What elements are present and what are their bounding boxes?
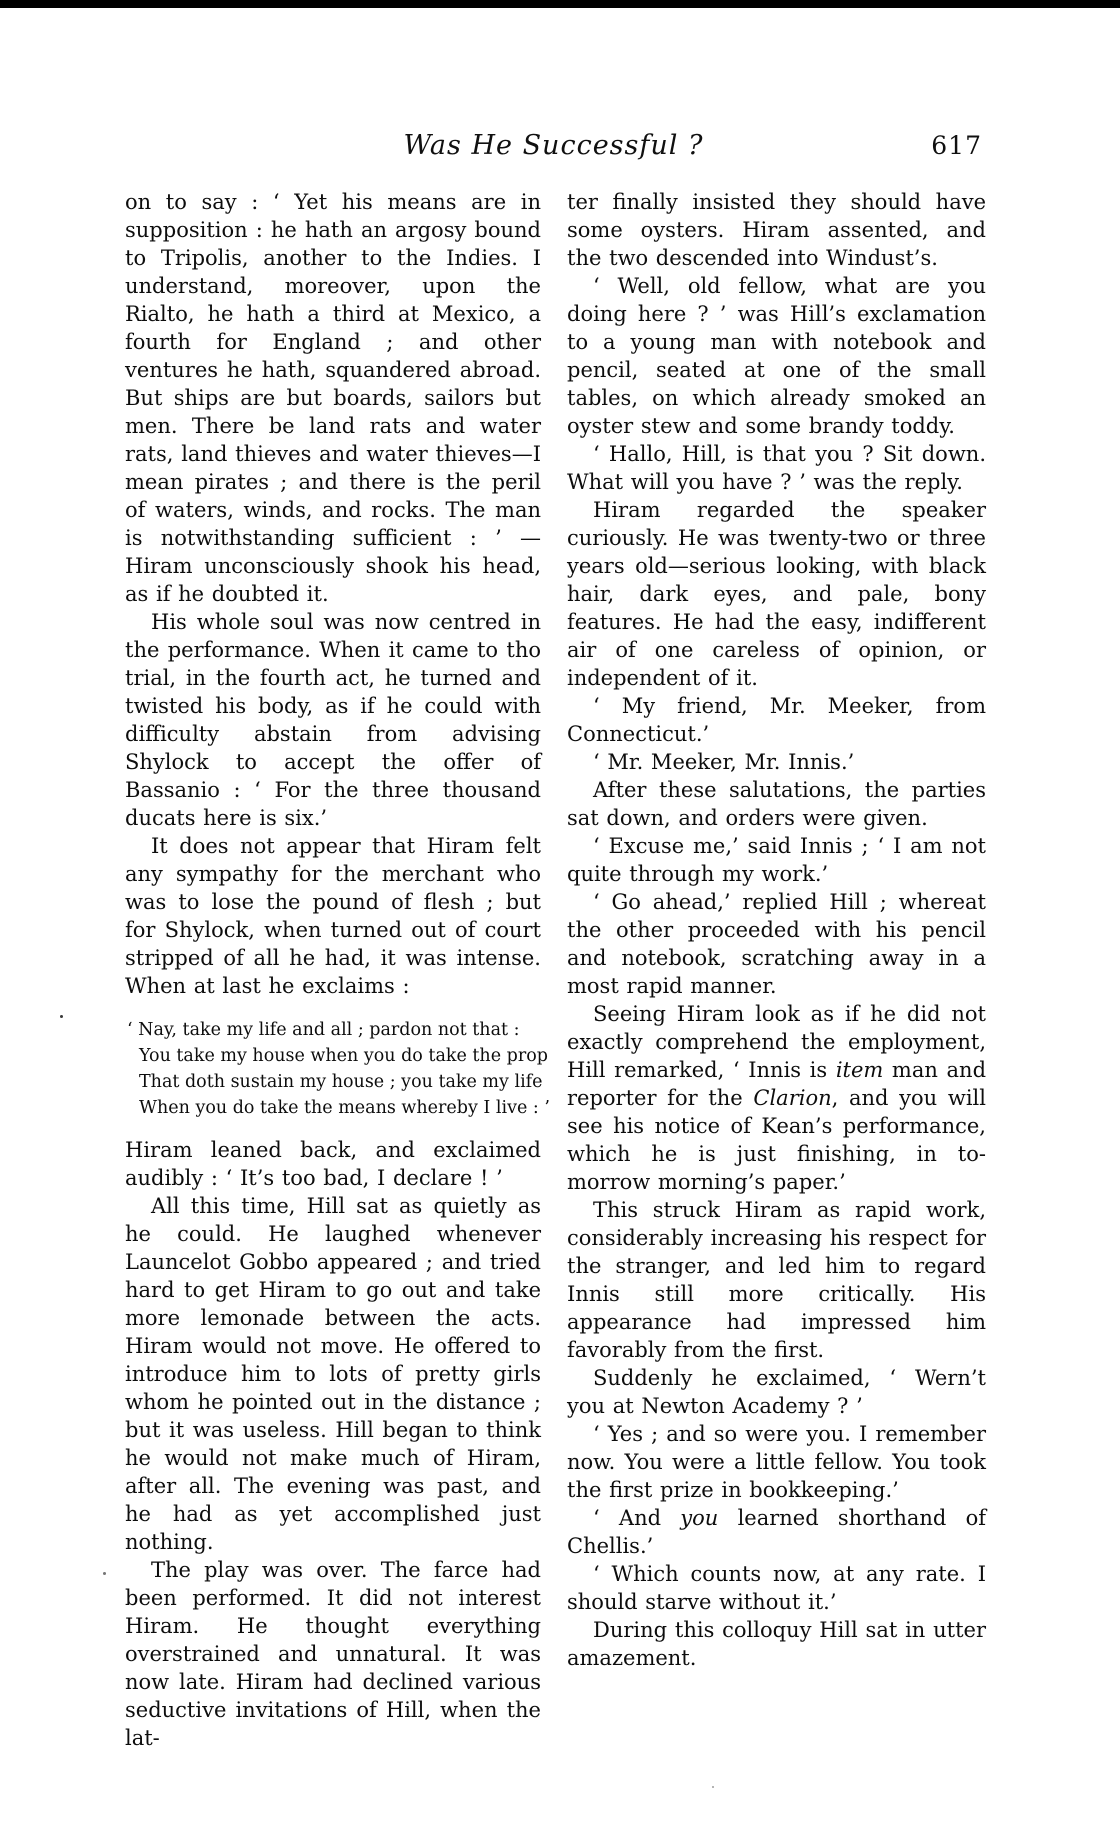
paragraph: ‘ Go ahead,’ replied Hill ; whereat the other proceeded with his pencil and notebook, scratching away in a most rapid manner. [567,890,986,998]
scan-speck [103,1572,106,1575]
scan-speck [60,1015,63,1018]
paragraph: ‘ Well, old fellow, what are you doing here ? ’ was Hill’s exclamation to a young man with notebook and pencil, seated at one of the small tables, on which already smoked an oyster stew and some brandy toddy. [567,274,986,438]
paragraph: Suddenly he exclaimed, ‘ Wern’t you at Newton Academy ? ’ [567,1366,986,1418]
paragraph: ‘ Hallo, Hill, is that you ? Sit down. What will you have ? ’ was the reply. [567,442,986,494]
scan-speck [712,1786,714,1788]
text-body [125,188,986,1752]
page-number: 617 [931,131,982,160]
left-column [125,188,550,1752]
paragraph: All this time, Hill sat as quietly as he could. He laughed whenever Launcelot Gobbo appeared ; and tried hard to get Hiram to go out and take more lemonade between the acts. Hiram would not move. He offered to introduce him to lots of pretty girls whom he pointed out in the distance ; but it was useless. Hill began to think he would not make much of Hiram, after all. The evening was past, and he had as yet accomplished just nothing. [125,1194,541,1554]
paragraph: ‘ Mr. Meeker, Mr. Innis.’ [593,750,855,774]
paragraph: ter finally insisted they should have some oysters. Hiram assented, and the two descended into Windust’s. [567,190,986,270]
paragraph: ‘ My friend, Mr. Meeker, from Connecticut.’ [567,694,986,746]
paragraph: Seeing Hiram look as if he did not exactly comprehend the employment, Hill remarked, ‘ Innis is item man and reporter for the Clarion, and you will see his notice of Kean’s performance, which he is just finishing, in to-morrow morning’s paper.’ [567,1002,987,1194]
paragraph: His whole soul was now centred in the performance. When it came to tho trial, in the fourth act, he turned and twisted his body, as if he could with difficulty abstain from advising Shylock to accept the offer of Bassanio : ‘ For the three thousand ducats here is six.’ [125,610,541,830]
verse-line: That doth sustain my house ; you take my life [139,1072,543,1092]
running-title: Was He Successful ? [403,130,704,161]
paragraph: The play was over. The farce had been performed. It did not interest Hiram. He thought everything overstrained and unnatural. It was now late. Hiram had declined various seductive invitations of Hill, when the lat- [125,1558,541,1750]
verse-quote [127,1017,550,1121]
paragraph: Hiram regarded the speaker curiously. He was twenty-two or three years old—serious looking, with black hair, dark eyes, and pale, bony features. He had the easy, indifferent air of one careless of opinion, or independent of it. [567,498,986,690]
verse-line: ‘ Nay, take my life and all ; pardon not that : [127,1020,520,1040]
paragraph: During this colloquy Hill sat in utter amazement. [567,1618,986,1670]
paragraph: This struck Hiram as rapid work, considerably increasing his respect for the stranger, and led him to regard Innis still more critically. His appearance had impressed him favorably from the first. [567,1198,986,1362]
paragraph: ‘ Which counts now, at any rate. I should starve without it.’ [567,1562,986,1614]
paragraph: on to say : ‘ Yet his means are in supposition : he hath an argosy bound to Tripolis, another to the Indies. I understand, moreover, upon the Rialto, he hath a third at Mexico, a fourth for England ; and other ventures he hath, squandered abroad. But ships are but boards, sailors but men. There be land rats and water rats, land thieves and water thieves—I mean pirates ; and there is the peril of waters, winds, and rocks. The man is notwithstanding sufficient : ’ —Hiram unconsciously shook his head, as if he doubted it. [125,190,541,606]
paragraph: It does not appear that Hiram felt any sympathy for the merchant who was to lose the pound of flesh ; but for Shylock, when turned out of court stripped of all he had, it was intense. When at last he exclaims : [125,834,541,998]
paragraph: After these salutations, the parties sat down, and orders were given. [567,778,986,830]
paragraph: ‘ Excuse me,’ said Innis ; ‘ I am not quite through my work.’ [567,834,986,886]
verse-line: You take my house when you do take the prop [139,1046,548,1066]
page-header [125,130,982,174]
paragraph: Hiram leaned back, and exclaimed audibly : ‘ It’s too bad, I declare ! ’ [125,1138,541,1190]
verse-line: When you do take the means whereby I live : ’ [139,1098,550,1118]
paragraph: ‘ And you learned shorthand of Chellis.’ [567,1506,986,1558]
right-column [567,188,986,1752]
paragraph: ‘ Yes ; and so were you. I remember now. You were a little fellow. You took the first prize in bookkeeping.’ [567,1422,986,1502]
scan-edge-bar [0,0,1120,8]
